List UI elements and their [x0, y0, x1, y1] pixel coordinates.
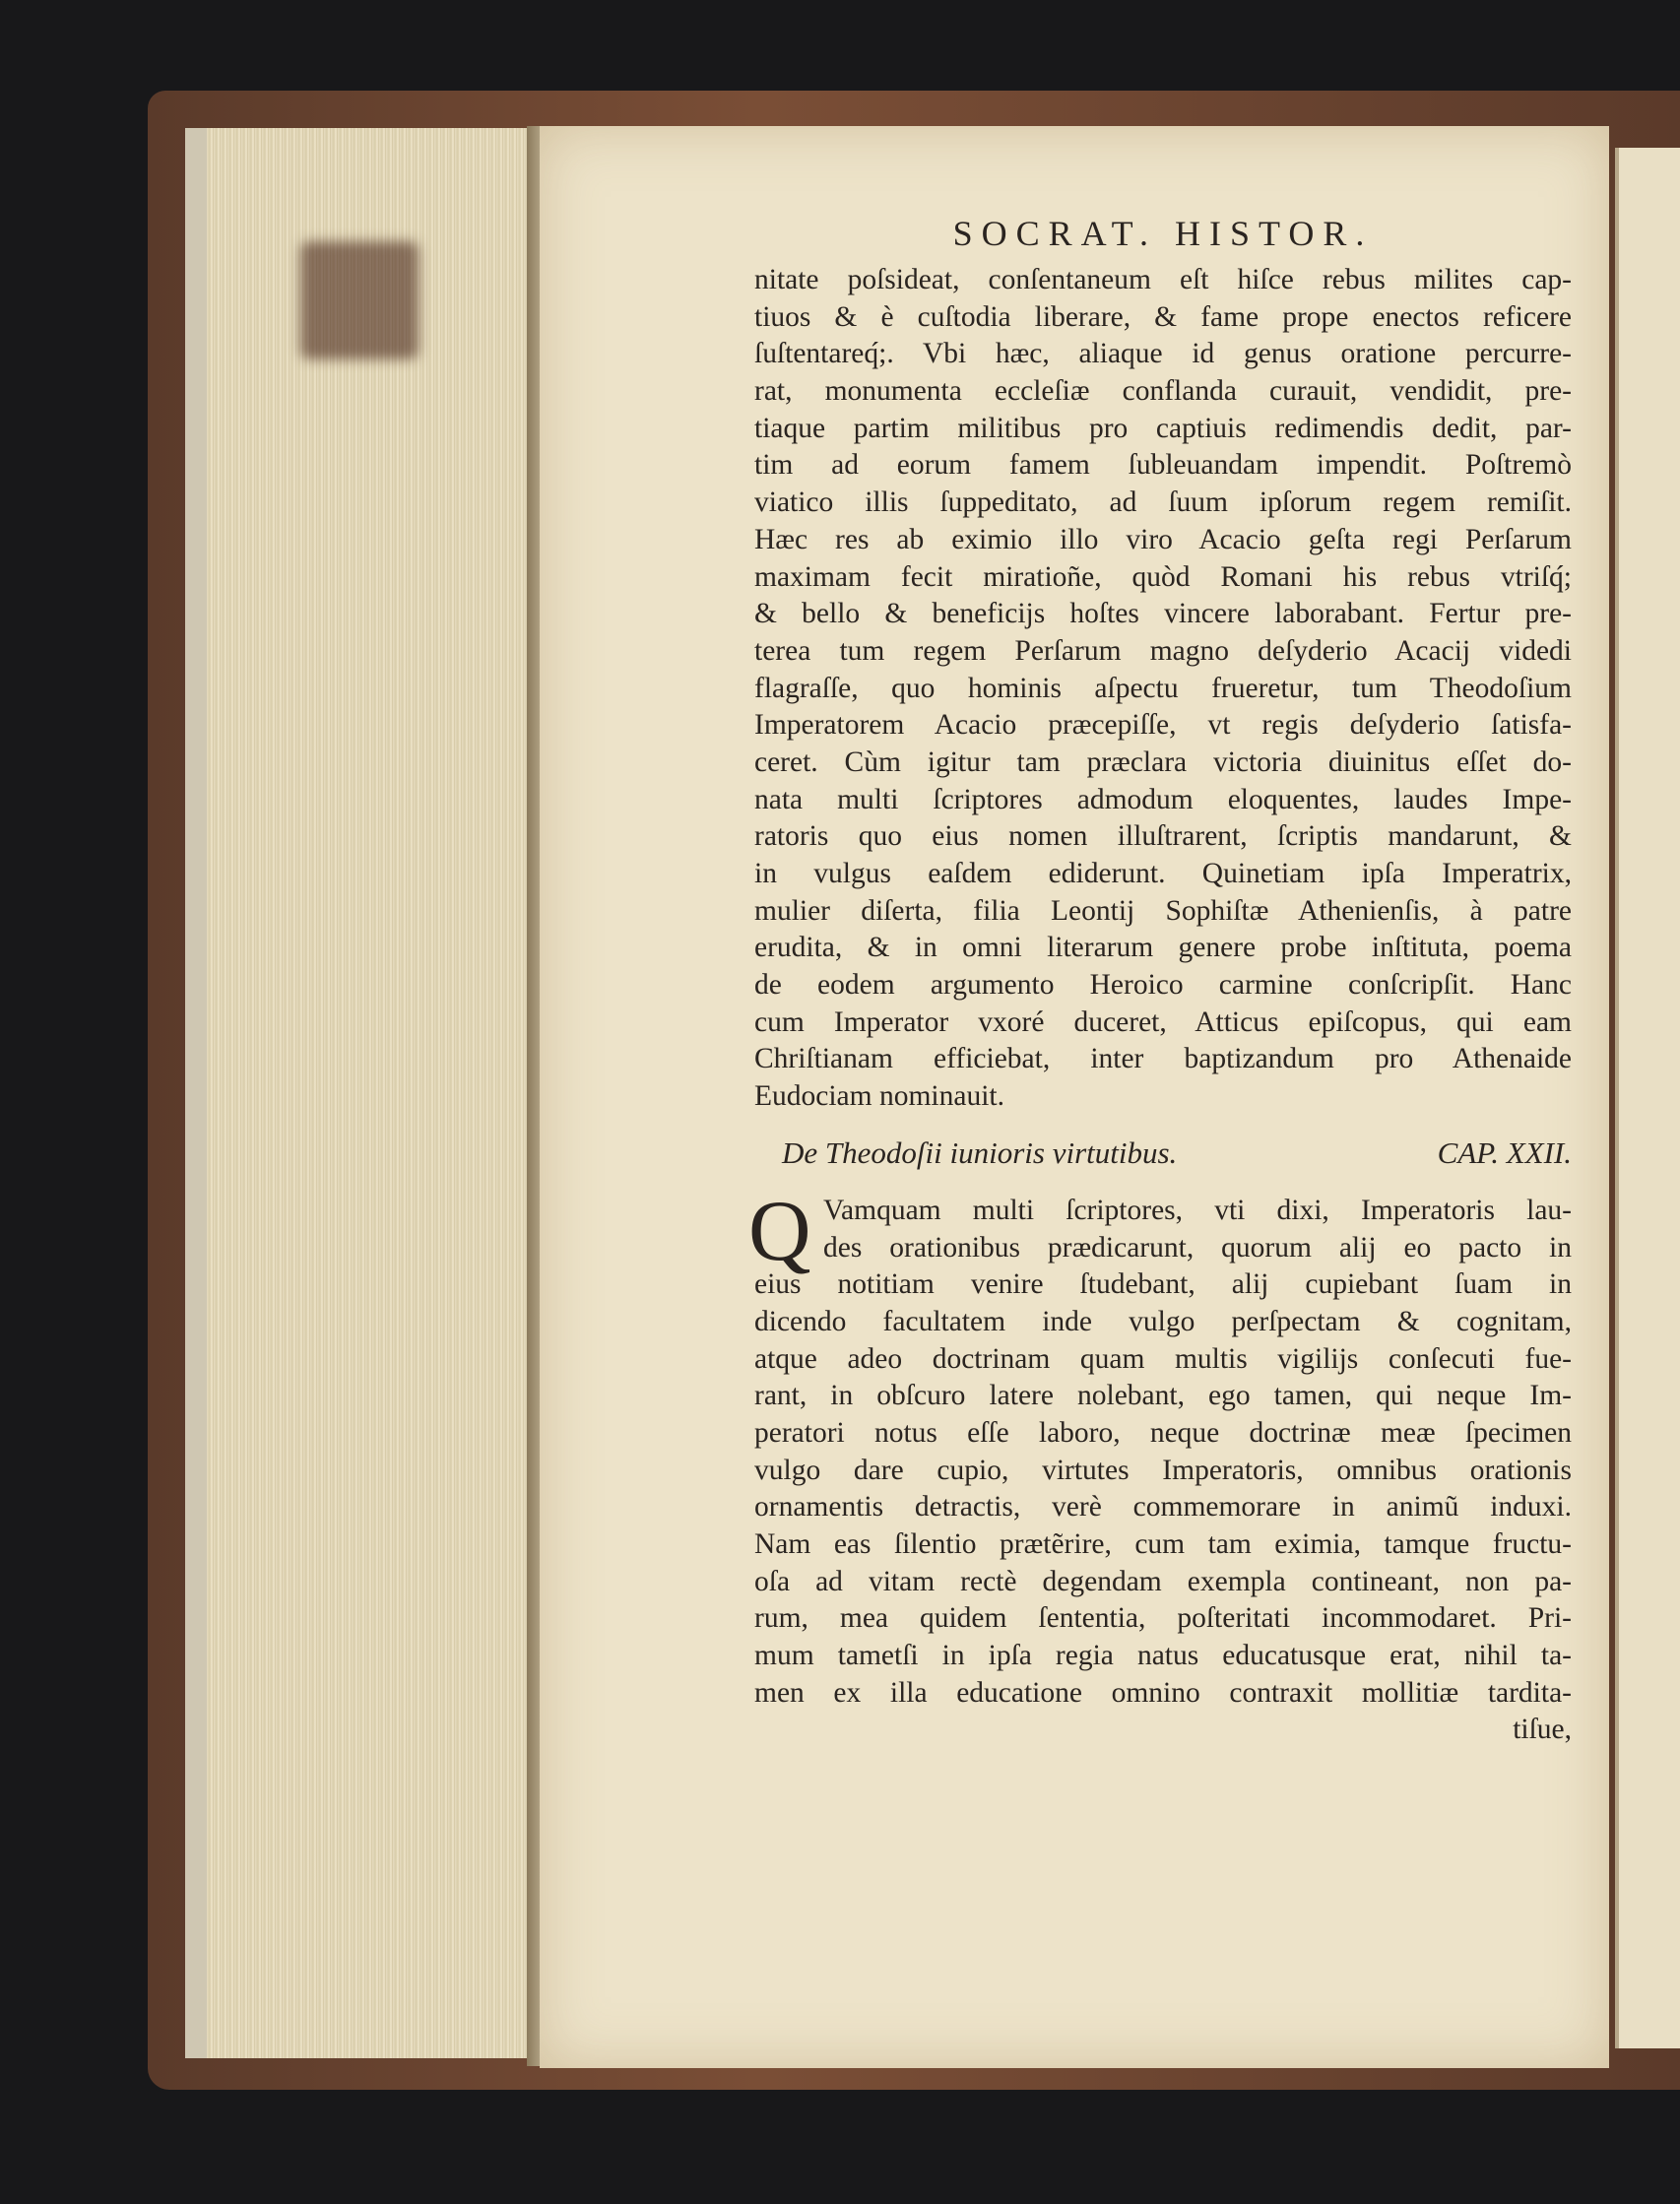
drop-cap: Q: [748, 1183, 811, 1279]
text-line: rum, mea quidem ſententia, poſteritati incommodaret. Pri-: [754, 1602, 1572, 1635]
text-line: ratoris quo eius nomen illuſtrarent, ſcriptis mandarunt, &: [754, 820, 1572, 853]
text-line: viatico illis ſuppeditato, ad ſuum ipſorum regem remiſit.: [754, 486, 1572, 519]
text-line: flagraſſe, quo hominis aſpectu frueretur, tum Theodoſium: [754, 672, 1572, 704]
running-head: SOCRAT. HISTOR.: [952, 214, 1374, 253]
text-line: Eudociam nominauit.: [754, 1080, 1004, 1113]
text-line: dicendo facultatem inde vulgo perſpectam & cognitam,: [754, 1305, 1572, 1337]
text-line: nitate poſsideat, conſentaneum eſt hiſce rebus milites cap-: [754, 264, 1572, 295]
catchword: tiſue,: [1513, 1714, 1572, 1746]
text-line: Hæc res ab eximio illo viro Acacio geſta regi Perſarum: [754, 523, 1572, 555]
text-block: [748, 213, 1572, 1749]
text-line: des orationibus prædicarunt, quorum alij eo pacto in: [823, 1231, 1572, 1264]
facing-page-edge: [1615, 148, 1680, 2048]
text-line: Imperatorem Acacio præcepiſſe, vt regis deſyderio ſatisfa-: [754, 709, 1572, 742]
text-line: men ex illa educatione omnino contraxit mollitiæ tardita-: [754, 1676, 1572, 1709]
book-page: [540, 126, 1609, 2068]
chapter-title: De Theodoſii iunioris virtutibus.: [782, 1134, 1178, 1170]
text-line: atque adeo doctrinam quam multis vigilijs conſecuti fue-: [754, 1342, 1572, 1375]
text-line: mum tametſi in ipſa regia natus educatusque erat, nihil ta-: [754, 1640, 1572, 1672]
text-line: Nam eas ſilentio prætẽrire, cum tam eximia, tamque fructu-: [754, 1528, 1572, 1560]
text-line: ceret. Cùm igitur tam præclara victoria diuinitus eſſet do-: [754, 745, 1572, 778]
text-line: vulgo dare cupio, virtutes Imperatoris, omnibus orationis: [754, 1454, 1572, 1486]
text-line: terea tum regem Perſarum magno deſyderio Acacij videdi: [754, 634, 1572, 667]
text-line: ornamentis detractis, verè commemorare in animũ induxi.: [754, 1491, 1572, 1523]
chapter-heading: [782, 1135, 1572, 1181]
paragraph-1: [754, 262, 1572, 1116]
text-line: erudita, & in omni literarum genere probe inſtituta, poema: [754, 932, 1572, 964]
text-line: tiuos & è cuſtodia liberare, & fame prope enectos reficere: [754, 300, 1572, 333]
text-line: rant, in obſcuro latere nolebant, ego tamen, qui neque Im-: [754, 1380, 1572, 1412]
text-line: oſa ad vitam rectè degendam exempla contineant, non pa-: [754, 1565, 1572, 1597]
text-line: nata multi ſcriptores admodum eloquentes, laudes Impe-: [754, 783, 1572, 815]
text-line: Vamquam multi ſcriptores, vti dixi, Imperatoris lau-: [823, 1194, 1572, 1226]
text-line: peratori notus eſſe laboro, neque doctrinæ meæ ſpecimen: [754, 1416, 1572, 1449]
text-line: rat, monumenta eccleſiæ conflanda curauit, vendidit, pre-: [754, 375, 1572, 408]
text-line: mulier diſerta, filia Leontij Sophiſtæ Athenienſis, à patre: [754, 894, 1572, 927]
page-fore-edge: [185, 128, 535, 2058]
text-line: de eodem argumento Heroico carmine conſcripſit. Hanc: [754, 969, 1572, 1002]
text-line: tim ad eorum famem ſubleuandam impendit. Poſtremò: [754, 449, 1572, 482]
text-line: Chriſtianam efficiebat, inter baptizandum pro Athenaide: [754, 1043, 1572, 1075]
text-line: ſuſtentareq́;. Vbi hæc, aliaque id genus oratione percurre-: [754, 338, 1572, 370]
text-line: cum Imperator vxoré duceret, Atticus epiſcopus, qui eam: [754, 1005, 1572, 1038]
text-line: tiaque partim militibus pro captiuis redimendis dedit, par-: [754, 412, 1572, 444]
text-line: & bello & beneficijs hoſtes vincere laborabant. Fertur pre-: [754, 598, 1572, 630]
text-line: eius notitiam venire ſtudebant, alij cupiebant ſuam in: [754, 1268, 1572, 1301]
chapter-number: CAP. XXII.: [1437, 1134, 1572, 1170]
text-line: maximam fecit miratioñe, quòd Romani his rebus vtriſq́;: [754, 560, 1572, 593]
paragraph-2: [748, 1183, 1572, 1749]
text-line: in vulgus eaſdem ediderunt. Quinetiam ipſa Imperatrix,: [754, 858, 1572, 889]
